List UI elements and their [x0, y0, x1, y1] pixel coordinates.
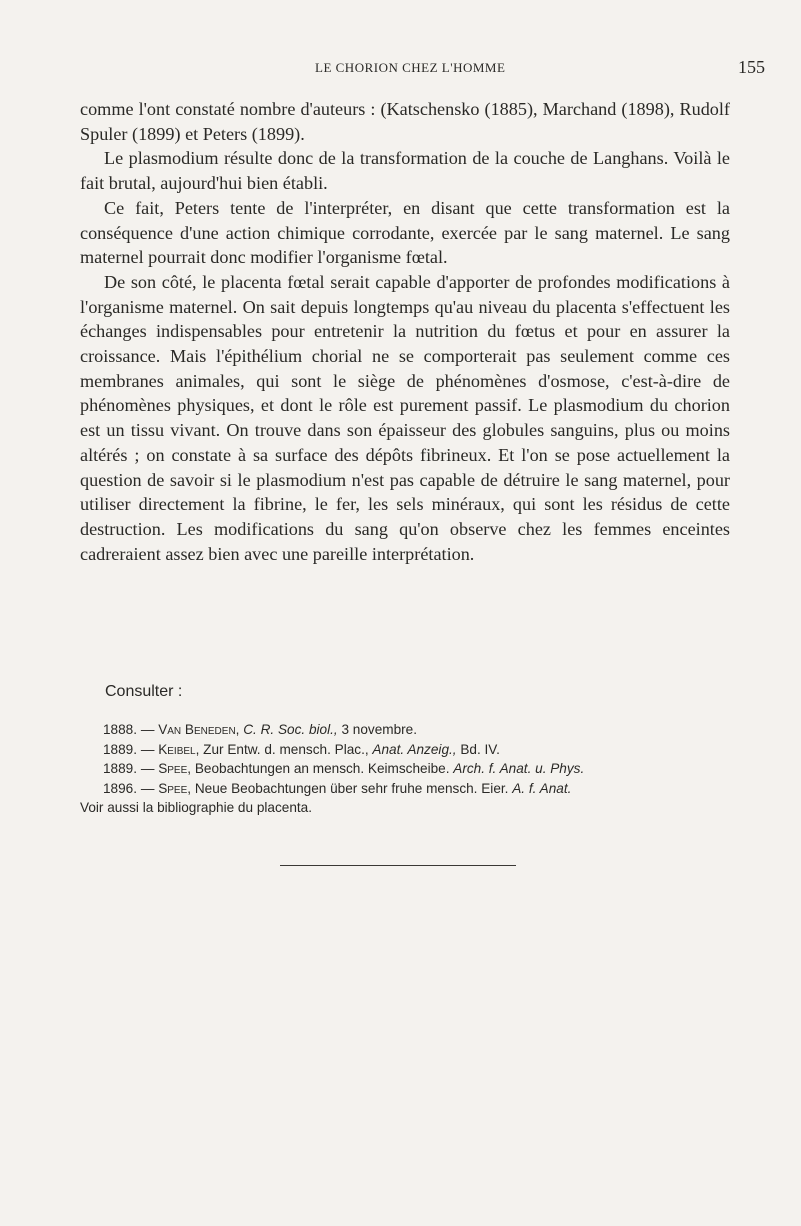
reference-year: 1888. — [103, 722, 138, 737]
paragraph: Ce fait, Peters tente de l'interpréter, en disant que cette transformation est la conséquence d'une action chimique corrodante, exercée par le sang maternel. Le sang maternel pourrait donc modifier l'organisme fœtal. — [80, 197, 730, 268]
reference-title: Neue Beobachtungen über sehr fruhe mensch. Eier. — [194, 780, 509, 796]
paragraph: Le plasmodium résulte donc de la transformation de la couche de Langhans. Voilà le fait brutal, aujourd'hui bien établi. — [80, 148, 730, 194]
reference-year: 1896. — [103, 780, 138, 796]
reference-dash: — — [140, 761, 155, 777]
reference-dash: — — [140, 741, 155, 757]
reference-item — [80, 759, 730, 779]
consult-heading: Consulter : — [105, 683, 183, 700]
see-also-note: Voir aussi la bibliographie du placenta. — [80, 800, 313, 816]
reference-author: Van Beneden, — [158, 722, 240, 737]
reference-item — [80, 720, 730, 740]
reference-author: Keibel, — [158, 741, 200, 757]
end-rule — [280, 865, 516, 866]
page-number: 155 — [738, 57, 765, 77]
reference-item — [80, 779, 730, 799]
reference-dash: — — [140, 780, 155, 796]
reference-journal: Arch. f. Anat. u. Phys. — [453, 761, 585, 777]
reference-item — [80, 740, 730, 760]
running-title: LE CHORION CHEZ L'HOMME — [315, 60, 506, 75]
reference-journal: A. f. Anat. — [512, 780, 572, 796]
reference-journal: C. R. Soc. biol., — [243, 722, 338, 737]
reference-journal: Anat. Anzeig., — [372, 741, 457, 757]
reference-list — [80, 720, 730, 818]
paragraph: comme l'ont constaté nombre d'auteurs : (Katschensko (1885), Marchand (1898), Rudolf Spuler (1899) et Peters (1899). — [80, 99, 730, 144]
page-header — [0, 57, 801, 82]
reference-dash: — — [140, 722, 155, 737]
reference-author: Spee, — [158, 780, 192, 796]
reference-detail: 3 novembre. — [341, 722, 418, 737]
reference-title: Beobachtungen an mensch. Keimscheibe. — [194, 761, 450, 777]
reference-year: 1889. — [103, 741, 138, 757]
body-text — [80, 97, 730, 566]
reference-detail: Bd. IV. — [460, 741, 500, 757]
reference-title: Zur Entw. d. mensch. Plac., — [203, 741, 369, 757]
reference-year: 1889. — [103, 761, 138, 777]
reference-author: Spee, — [158, 761, 192, 777]
paragraph: De son côté, le placenta fœtal serait capable d'apporter de profondes modifications à l'organisme maternel. On sait depuis longtemps qu'au niveau du placenta s'effectuent les échanges indispensables pour entretenir la nutrition du fœtus et pour en assurer la croissance. Mais l'épithélium chorial ne se comporterait pas seulement comme ces membranes animales, qui sont le siège de phénomènes d'osmose, c'est-à-dire de phénomènes physiques, et dont le rôle est purement passif. Le plasmodium du chorion est un tissu vivant. On trouve dans son épaisseur des globules sanguins, plus ou moins altérés ; on constate à sa surface des dépôts fibrineux. Et l'on se pose actuellement la question de savoir si le plasmodium n'est pas capable de détruire le sang maternel, pour utiliser directement la fibrine, le fer, les sels minéraux, qui sont les résidus de cette destruction. Les modifications du sang qu'on observe chez les femmes enceintes cadreraient assez bien avec une pareille interprétation. — [80, 271, 730, 564]
